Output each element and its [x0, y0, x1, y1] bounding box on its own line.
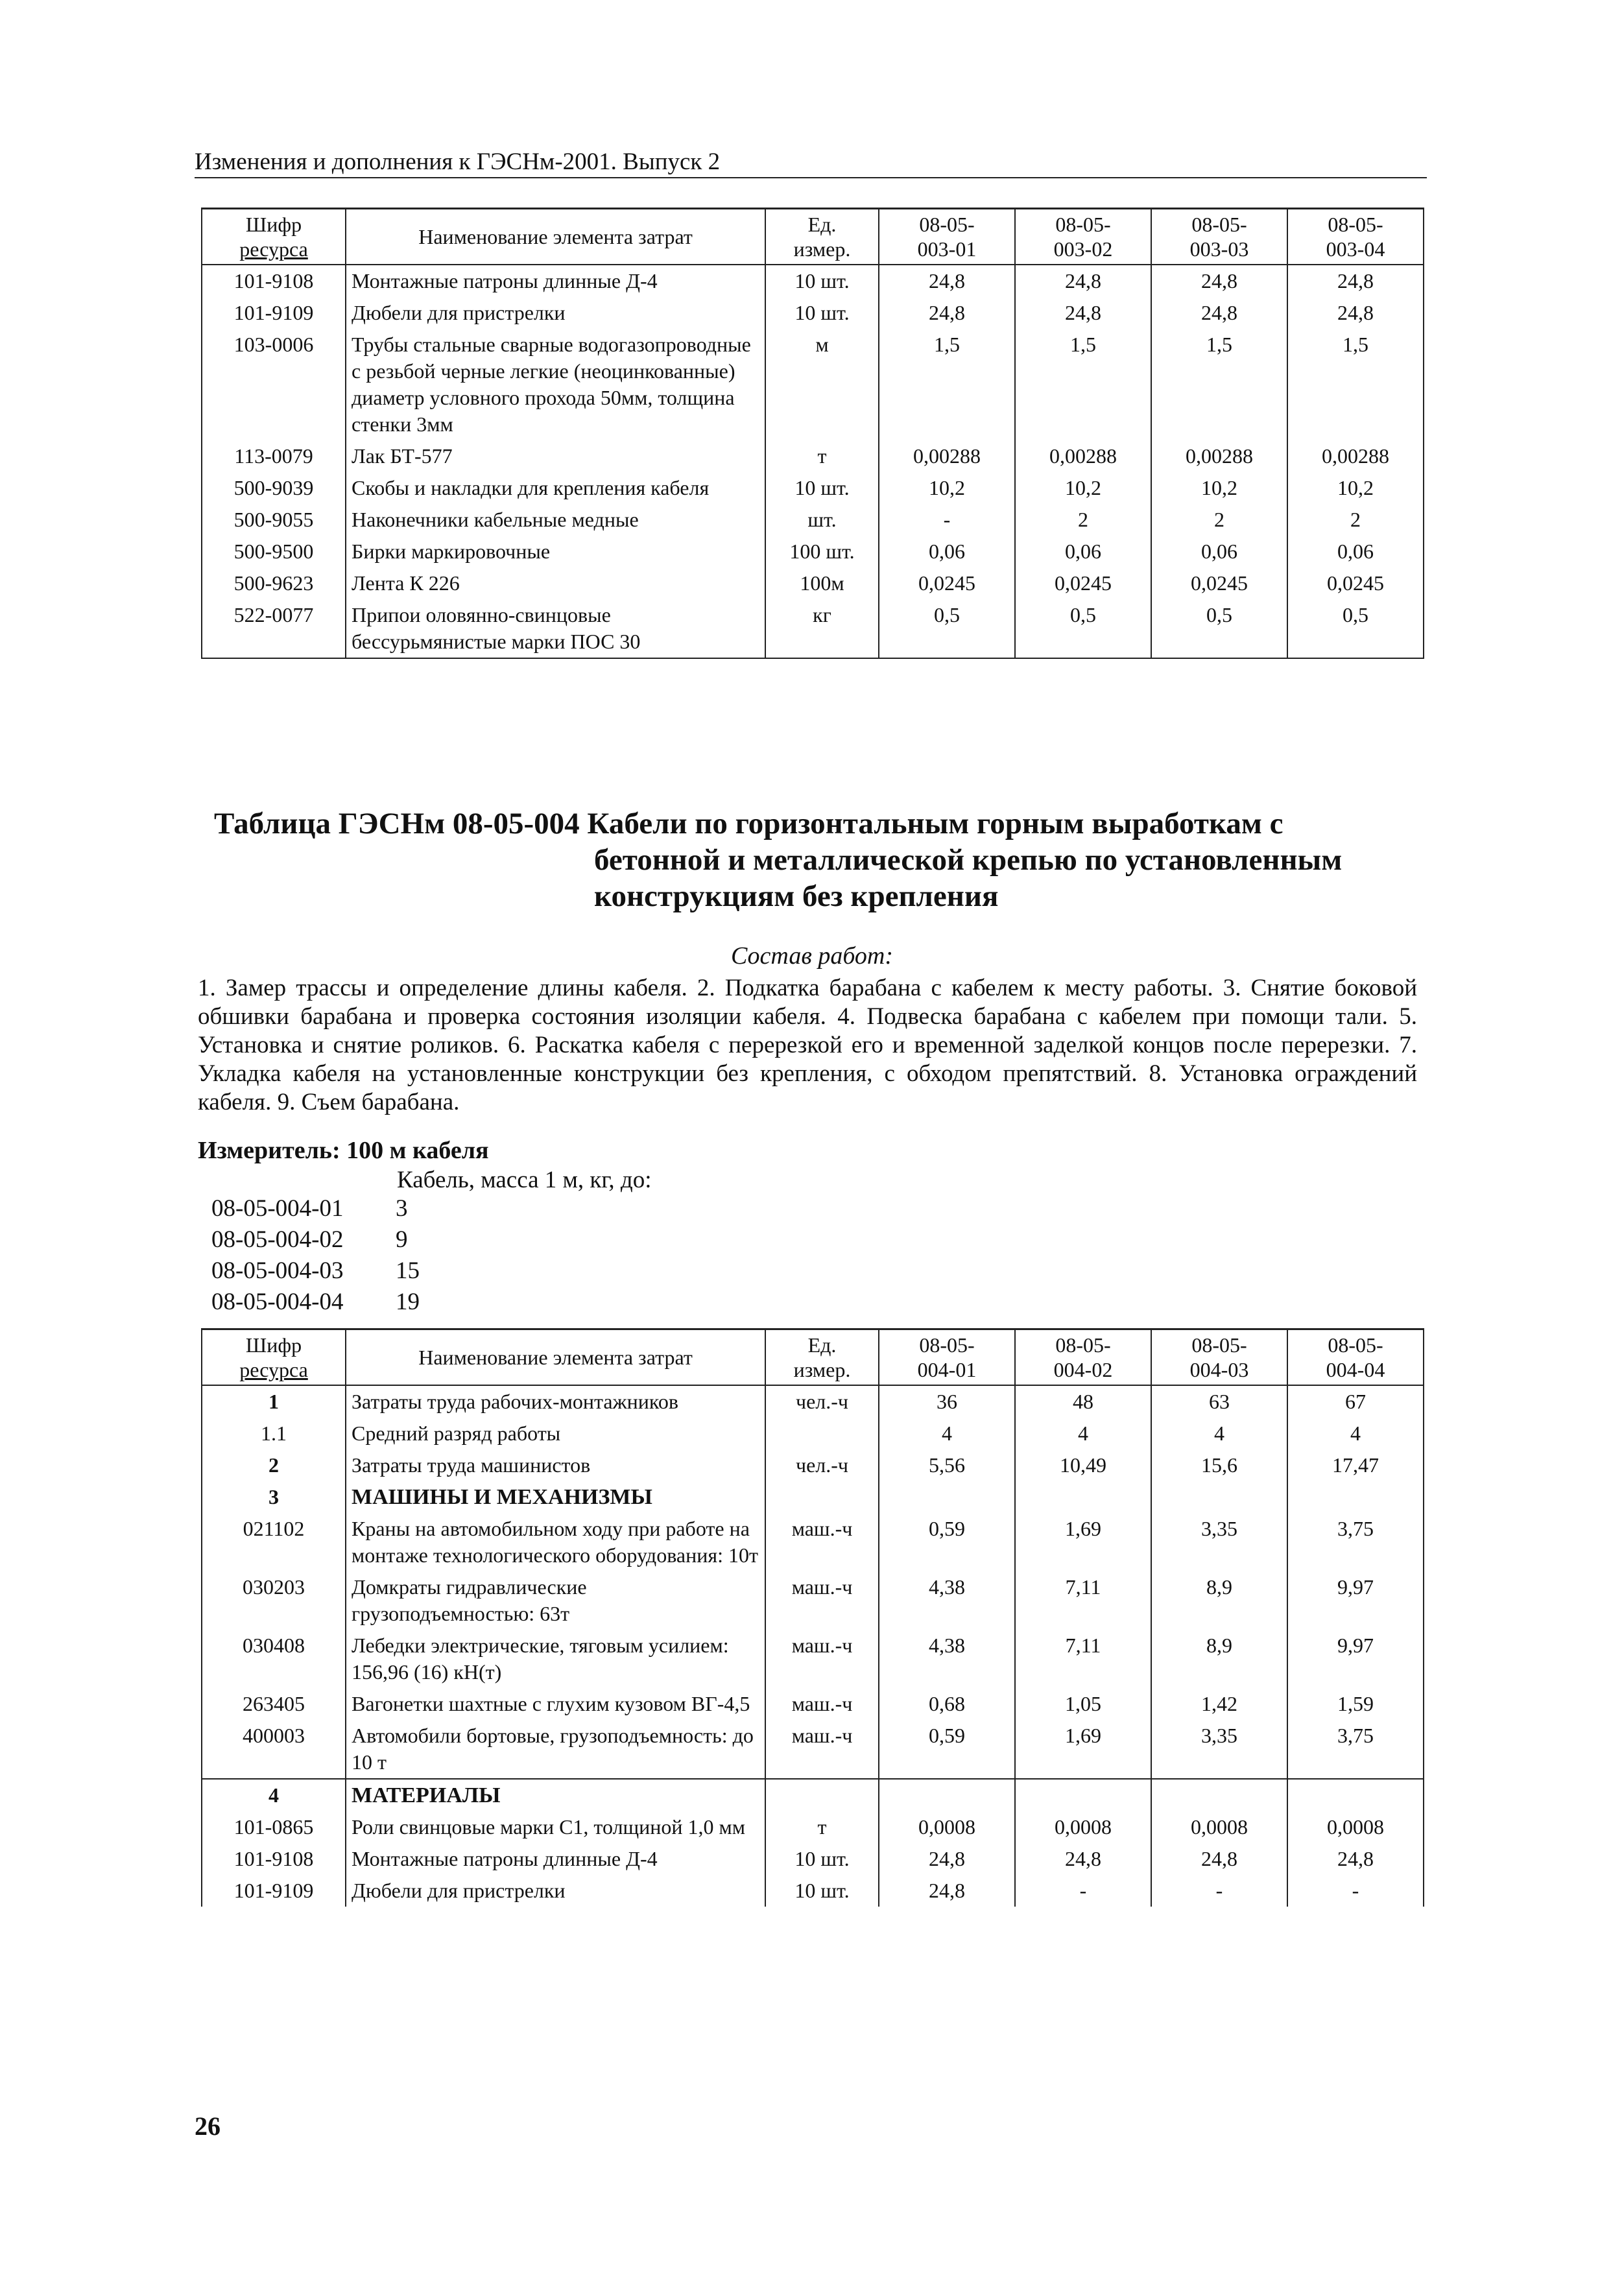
table-row [202, 472, 1424, 504]
list-item [211, 1224, 420, 1256]
col-name-header: Наименование элемента затрат [346, 1329, 765, 1386]
value-3: 0,0008 [1151, 1811, 1287, 1843]
unit [765, 1418, 879, 1449]
table-body [202, 1385, 1424, 1907]
value-2: - [1015, 1875, 1151, 1907]
value-2: 0,5 [1015, 599, 1151, 658]
col-name-header: Наименование элемента затрат [346, 209, 765, 265]
value-2: 1,69 [1015, 1720, 1151, 1779]
value-2 [1015, 1779, 1151, 1811]
value-4: 0,0008 [1287, 1811, 1424, 1843]
value-2: 0,00288 [1015, 440, 1151, 472]
resource-code: 400003 [202, 1720, 346, 1779]
col-unit-header: Ед. измер. [765, 1329, 879, 1386]
list-item [211, 1256, 420, 1287]
value-3: 1,5 [1151, 329, 1287, 440]
unit: 10 шт. [765, 265, 879, 297]
table-row [202, 1513, 1424, 1571]
unit: т [765, 440, 879, 472]
table-header-row [202, 1329, 1424, 1386]
resource-name: Монтажные патроны длинные Д-4 [346, 265, 765, 297]
value-3: 0,00288 [1151, 440, 1287, 472]
table-row [202, 1688, 1424, 1720]
value-4: 3,75 [1287, 1720, 1424, 1779]
value-2: 0,06 [1015, 536, 1151, 567]
value-1: 0,06 [879, 536, 1015, 567]
section-title-line-3: конструкциям без крепления [594, 879, 999, 913]
unit: 10 шт. [765, 1843, 879, 1875]
value-1: 24,8 [879, 265, 1015, 297]
norm-code: 08-05-004-01 [211, 1195, 344, 1222]
value-2: 7,11 [1015, 1630, 1151, 1688]
table-row [202, 440, 1424, 472]
value-1: 4 [879, 1418, 1015, 1449]
value-3: 63 [1151, 1385, 1287, 1418]
value-1: 4,38 [879, 1630, 1015, 1688]
value-2: 10,49 [1015, 1449, 1151, 1481]
resource-code: 500-9055 [202, 504, 346, 536]
value-3: 3,35 [1151, 1720, 1287, 1779]
resource-name: Дюбели для пристрелки [346, 297, 765, 329]
cable-mass-heading: Кабель, масса 1 м, кг, до: [397, 1167, 652, 1193]
resource-code: 101-9109 [202, 1875, 346, 1907]
resource-code: 113-0079 [202, 440, 346, 472]
section-title-line-1: Таблица ГЭСНм 08-05-004 Кабели по горизонтальным горным выработкам с [214, 807, 1284, 840]
value-3: 0,5 [1151, 599, 1287, 658]
value-1: 0,68 [879, 1688, 1015, 1720]
value-2: 4 [1015, 1418, 1151, 1449]
resource-code: 500-9039 [202, 472, 346, 504]
value-3: 3,35 [1151, 1513, 1287, 1571]
norm-code: 08-05-004-03 [211, 1257, 344, 1284]
value-4: - [1287, 1875, 1424, 1907]
value-4: 24,8 [1287, 1843, 1424, 1875]
col-norm-1-header: 08-05- 003-01 [879, 209, 1015, 265]
norm-code: 08-05-004-04 [211, 1289, 344, 1315]
value-2: 2 [1015, 504, 1151, 536]
value-4: 24,8 [1287, 297, 1424, 329]
value-4: 24,8 [1287, 265, 1424, 297]
table-row [202, 1630, 1424, 1688]
value-2: 10,2 [1015, 472, 1151, 504]
norm-code: 08-05-004-02 [211, 1226, 344, 1253]
unit: кг [765, 599, 879, 658]
running-header: Изменения и дополнения к ГЭСНм-2001. Выпуск 2 [195, 148, 1427, 178]
unit: маш.-ч [765, 1688, 879, 1720]
value-2: 7,11 [1015, 1571, 1151, 1630]
unit: 100 шт. [765, 536, 879, 567]
value-4 [1287, 1779, 1424, 1811]
resource-code: 103-0006 [202, 329, 346, 440]
unit: маш.-ч [765, 1630, 879, 1688]
value-1: 0,59 [879, 1513, 1015, 1571]
value-4: 4 [1287, 1418, 1424, 1449]
unit: 10 шт. [765, 1875, 879, 1907]
norm-code-list [211, 1193, 420, 1318]
resource-name: Бирки маркировочные [346, 536, 765, 567]
resource-name: Роли свинцовые марки С1, толщиной 1,0 мм [346, 1811, 765, 1843]
list-item [211, 1287, 420, 1318]
resource-code: 101-0865 [202, 1811, 346, 1843]
value-3 [1151, 1779, 1287, 1811]
value-1: 5,56 [879, 1449, 1015, 1481]
value-4: 1,5 [1287, 329, 1424, 440]
col-norm-4-header: 08-05- 003-04 [1287, 209, 1424, 265]
value-3: 24,8 [1151, 297, 1287, 329]
value-3: 1,42 [1151, 1688, 1287, 1720]
resource-table-003 [201, 208, 1424, 659]
value-3: 4 [1151, 1418, 1287, 1449]
value-4: 10,2 [1287, 472, 1424, 504]
value-2: 1,69 [1015, 1513, 1151, 1571]
col-norm-2-header: 08-05- 004-02 [1015, 1329, 1151, 1386]
value-2: 48 [1015, 1385, 1151, 1418]
value-1: 0,00288 [879, 440, 1015, 472]
section-title-line-2: бетонной и металлической крепью по установленным [594, 843, 1343, 877]
resource-name: Лебедки электрические, тяговым усилием: 156,96 (16) кН(т) [346, 1630, 765, 1688]
resource-code: 101-9109 [202, 297, 346, 329]
value-4: 1,59 [1287, 1688, 1424, 1720]
value-4: 9,97 [1287, 1630, 1424, 1688]
value-3 [1151, 1481, 1287, 1513]
value-2: 24,8 [1015, 265, 1151, 297]
value-4: 0,00288 [1287, 440, 1424, 472]
value-4: 9,97 [1287, 1571, 1424, 1630]
col-norm-3-header: 08-05- 003-03 [1151, 209, 1287, 265]
resource-name: Домкраты гидравлические грузоподъемностью: 63т [346, 1571, 765, 1630]
unit: 100м [765, 567, 879, 599]
value-3: 8,9 [1151, 1630, 1287, 1688]
section-heading: МАШИНЫ И МЕХАНИЗМЫ [346, 1481, 765, 1513]
value-1: 10,2 [879, 472, 1015, 504]
table-header-row [202, 209, 1424, 265]
value-1: 0,0008 [879, 1811, 1015, 1843]
value-3: 10,2 [1151, 472, 1287, 504]
unit: чел.-ч [765, 1449, 879, 1481]
resource-name: Вагонетки шахтные с глухим кузовом ВГ-4,5 [346, 1688, 765, 1720]
value-2: 24,8 [1015, 297, 1151, 329]
table-row [202, 504, 1424, 536]
value-4: 3,75 [1287, 1513, 1424, 1571]
list-item [211, 1193, 420, 1224]
resource-code: 021102 [202, 1513, 346, 1571]
value-3: 2 [1151, 504, 1287, 536]
resource-code: 1.1 [202, 1418, 346, 1449]
value-3: 8,9 [1151, 1571, 1287, 1630]
unit: т [765, 1811, 879, 1843]
value-4: 0,06 [1287, 536, 1424, 567]
value-2: 0,0008 [1015, 1811, 1151, 1843]
section-heading: МАТЕРИАЛЫ [346, 1779, 765, 1811]
value-1: 4,38 [879, 1571, 1015, 1630]
table-row [202, 1720, 1424, 1779]
resource-name: Наконечники кабельные медные [346, 504, 765, 536]
unit: маш.-ч [765, 1513, 879, 1571]
resource-name: Трубы стальные сварные водогазопроводные с резьбой черные легкие (неоцинкованные) диаметр условного прохода 50мм, толщина стенки 3мм [346, 329, 765, 440]
col-norm-3-header: 08-05- 004-03 [1151, 1329, 1287, 1386]
value-1: 24,8 [879, 1875, 1015, 1907]
value-2: 1,5 [1015, 329, 1151, 440]
table-row [202, 1385, 1424, 1418]
resource-table-004 [201, 1328, 1424, 1907]
table-row [202, 536, 1424, 567]
table-row [202, 1843, 1424, 1875]
value-3: 24,8 [1151, 1843, 1287, 1875]
section-row-machines [202, 1481, 1424, 1513]
resource-name: Автомобили бортовые, грузоподъемность: до 10 т [346, 1720, 765, 1779]
unit: 10 шт. [765, 472, 879, 504]
resource-code: 3 [202, 1481, 346, 1513]
table-row [202, 599, 1424, 658]
value-2: 1,05 [1015, 1688, 1151, 1720]
value-1: 1,5 [879, 329, 1015, 440]
value-1: 24,8 [879, 1843, 1015, 1875]
resource-name: Лента К 226 [346, 567, 765, 599]
unit [765, 1481, 879, 1513]
table-row [202, 329, 1424, 440]
resource-name: Лак БТ-577 [346, 440, 765, 472]
value-1 [879, 1779, 1015, 1811]
resource-code: 101-9108 [202, 1843, 346, 1875]
cable-mass-value: 15 [396, 1257, 420, 1284]
table-row [202, 1811, 1424, 1843]
col-unit-header: Ед. измер. [765, 209, 879, 265]
col-norm-1-header: 08-05- 004-01 [879, 1329, 1015, 1386]
table-row [202, 1449, 1424, 1481]
resource-name: Средний разряд работы [346, 1418, 765, 1449]
resource-code: 2 [202, 1449, 346, 1481]
unit: 10 шт. [765, 297, 879, 329]
resource-code: 500-9500 [202, 536, 346, 567]
page-number: 26 [195, 2112, 221, 2141]
measure-unit: Измеритель: 100 м кабеля [198, 1137, 489, 1164]
resource-code: 263405 [202, 1688, 346, 1720]
table-row [202, 1418, 1424, 1449]
resource-name: Затраты труда машинистов [346, 1449, 765, 1481]
resource-code: 030408 [202, 1630, 346, 1688]
value-4: 0,0245 [1287, 567, 1424, 599]
value-1: - [879, 504, 1015, 536]
section-row-materials [202, 1779, 1424, 1811]
resource-name: Скобы и накладки для крепления кабеля [346, 472, 765, 504]
value-4: 67 [1287, 1385, 1424, 1418]
col-norm-2-header: 08-05- 003-02 [1015, 209, 1151, 265]
unit: маш.-ч [765, 1720, 879, 1779]
resource-code: 522-0077 [202, 599, 346, 658]
unit [765, 1779, 879, 1811]
value-3: - [1151, 1875, 1287, 1907]
cable-mass-value: 19 [396, 1289, 420, 1315]
unit: чел.-ч [765, 1385, 879, 1418]
value-3: 0,0245 [1151, 567, 1287, 599]
value-4: 2 [1287, 504, 1424, 536]
value-2: 0,0245 [1015, 567, 1151, 599]
value-2 [1015, 1481, 1151, 1513]
resource-name: Монтажные патроны длинные Д-4 [346, 1843, 765, 1875]
resource-code: 101-9108 [202, 265, 346, 297]
resource-code: 030203 [202, 1571, 346, 1630]
cable-mass-value: 3 [396, 1195, 408, 1222]
unit: шт. [765, 504, 879, 536]
resource-code: 500-9623 [202, 567, 346, 599]
resource-code: 1 [202, 1385, 346, 1418]
table-row [202, 265, 1424, 297]
value-1: 24,8 [879, 297, 1015, 329]
value-3: 0,06 [1151, 536, 1287, 567]
unit: м [765, 329, 879, 440]
work-composition-heading: Состав работ: [730, 942, 894, 970]
table-row [202, 567, 1424, 599]
table-row [202, 1875, 1424, 1907]
resource-name: Краны на автомобильном ходу при работе на монтаже технологического оборудования: 10т [346, 1513, 765, 1571]
value-3: 24,8 [1151, 265, 1287, 297]
cable-mass-value: 9 [396, 1226, 408, 1253]
col-code-header: Шифр ресурса [202, 209, 346, 265]
value-4 [1287, 1481, 1424, 1513]
value-3: 15,6 [1151, 1449, 1287, 1481]
value-1 [879, 1481, 1015, 1513]
resource-name: Затраты труда рабочих-монтажников [346, 1385, 765, 1418]
value-4: 0,5 [1287, 599, 1424, 658]
work-composition-text: 1. Замер трассы и определение длины кабеля. 2. Подкатка барабана с кабелем к месту работы. 3. Снятие боковой обшивки барабана и проверка состояния изоляции кабеля. 4. Подвеска барабана с кабелем при помощи тали. 5. Установка и снятие роликов. 6. Раскатка кабеля с перерезкой его и временной заделкой концов после перерезки. 7. Укладка кабеля на установленные конструкции без крепления, с обходом препятствий. 8. Установка ограждений кабеля. 9. Съем барабана. [198, 975, 1417, 1115]
value-4: 17,47 [1287, 1449, 1424, 1481]
table-row [202, 1571, 1424, 1630]
unit: маш.-ч [765, 1571, 879, 1630]
value-2: 24,8 [1015, 1843, 1151, 1875]
col-norm-4-header: 08-05- 004-04 [1287, 1329, 1424, 1386]
resource-name: Дюбели для пристрелки [346, 1875, 765, 1907]
value-1: 0,0245 [879, 567, 1015, 599]
table-body [202, 265, 1424, 658]
resource-code: 4 [202, 1779, 346, 1811]
value-1: 0,59 [879, 1720, 1015, 1779]
col-code-header: Шифр ресурса [202, 1329, 346, 1386]
value-1: 36 [879, 1385, 1015, 1418]
value-1: 0,5 [879, 599, 1015, 658]
table-row [202, 297, 1424, 329]
resource-name: Припои оловянно-свинцовые бессурьмянистые марки ПОС 30 [346, 599, 765, 658]
